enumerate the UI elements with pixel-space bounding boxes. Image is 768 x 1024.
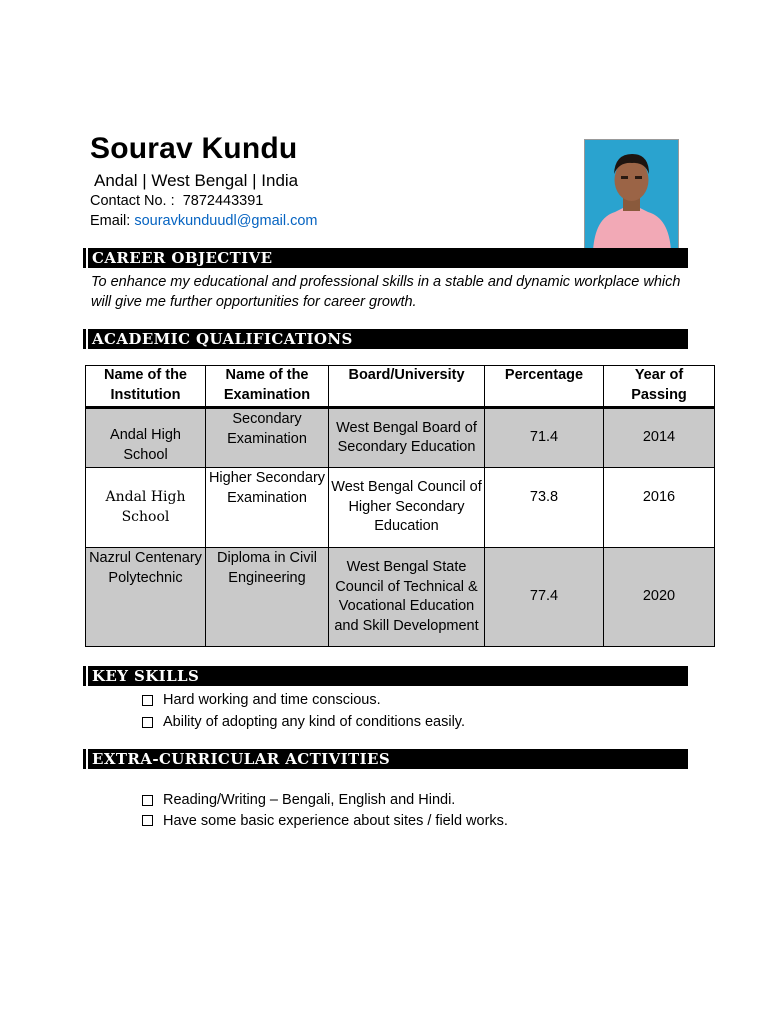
table-row	[86, 408, 715, 468]
extra-curricular-list	[142, 790, 508, 831]
email-label: Email:	[90, 213, 131, 229]
checkbox-bullet-icon	[142, 815, 153, 826]
col-header-institution: Name of the Institution	[86, 366, 206, 408]
col-header-year: Year of Passing	[604, 366, 715, 408]
year-cell: 2014	[604, 408, 715, 468]
table-row	[86, 548, 715, 647]
list-item	[142, 790, 508, 811]
profile-photo	[584, 139, 679, 252]
board-cell: West Bengal Board of Secondary Education	[329, 408, 485, 468]
checkbox-bullet-icon	[142, 695, 153, 706]
institution-cell: Andal High School	[86, 468, 206, 548]
examination-cell: Higher Secondary Examination	[206, 468, 329, 548]
percentage-cell: 73.8	[485, 468, 604, 548]
percentage-cell: 71.4	[485, 408, 604, 468]
table-header-row	[86, 366, 715, 408]
skill-text: Ability of adopting any kind of conditions easily.	[163, 714, 465, 730]
col-header-percentage: Percentage	[485, 366, 604, 408]
key-skills-list	[142, 689, 465, 733]
extra-curricular-heading	[83, 749, 688, 769]
career-objective-title: CAREER OBJECTIVE	[86, 248, 272, 268]
candidate-name: Sourav Kundu	[90, 132, 298, 165]
academic-table	[85, 365, 715, 647]
career-objective-heading	[83, 248, 688, 268]
list-item	[142, 711, 465, 733]
profile-photo-image	[585, 140, 678, 251]
key-skills-heading	[83, 666, 688, 686]
location-line: Andal | West Bengal | India	[94, 171, 299, 190]
board-cell: West Bengal Council of Higher Secondary Education	[329, 468, 485, 548]
contact-line	[90, 192, 263, 210]
percentage-cell: 77.4	[485, 548, 604, 647]
col-header-examination: Name of the Examination	[206, 366, 329, 408]
examination-cell: Secondary Examination	[206, 408, 329, 468]
year-cell: 2020	[604, 548, 715, 647]
academic-qualifications-heading	[83, 329, 688, 349]
list-item	[142, 689, 465, 711]
checkbox-bullet-icon	[142, 717, 153, 728]
email-line	[90, 212, 318, 230]
examination-cell: Diploma in Civil Engineering	[206, 548, 329, 647]
year-cell: 2016	[604, 468, 715, 548]
col-header-board: Board/University	[329, 366, 485, 408]
checkbox-bullet-icon	[142, 795, 153, 806]
contact-label: Contact No. :	[90, 193, 175, 209]
list-item	[142, 811, 508, 832]
extra-curricular-title: EXTRA-CURRICULAR ACTIVITIES	[86, 749, 390, 769]
board-cell: West Bengal State Council of Technical & Vocational Education and Skill Development	[329, 548, 485, 647]
academic-qualifications-title: ACADEMIC QUALIFICATIONS	[86, 329, 353, 349]
contact-number: 7872443391	[182, 193, 264, 209]
institution-cell: Nazrul Centenary Polytechnic	[86, 548, 206, 647]
activity-text: Reading/Writing – Bengali, English and Hindi.	[163, 792, 456, 808]
skill-text: Hard working and time conscious.	[163, 692, 381, 708]
key-skills-title: KEY SKILLS	[86, 666, 199, 686]
table-row	[86, 468, 715, 548]
activity-text: Have some basic experience about sites / field works.	[163, 812, 508, 829]
email-link[interactable]: souravkunduudl@gmail.com	[134, 213, 318, 229]
career-objective-text: To enhance my educational and professional skills in a stable and dynamic workplace which will give me further opportunities for career growth.	[91, 274, 681, 310]
institution-cell: Andal High School	[86, 408, 206, 468]
